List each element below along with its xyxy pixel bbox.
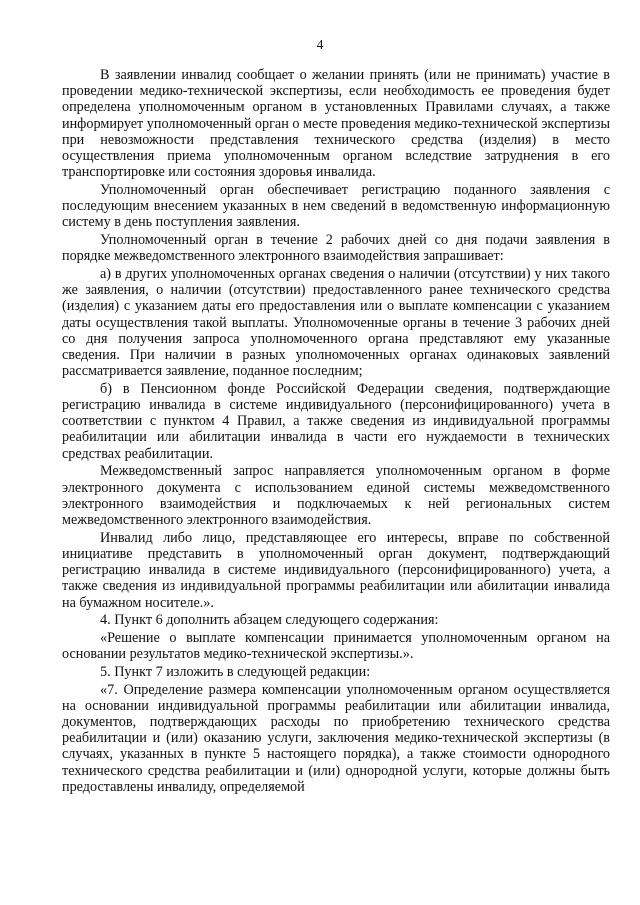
paragraph-compensation-decision: «Решение о выплате компенсации принимается уполномоченным органом на основании результатов медико-технической экспертизы.». [62,629,610,663]
paragraph-point-4: 4. Пункт 6 дополнить абзацем следующего содержания: [100,612,439,629]
paragraph-application-contents: В заявлении инвалид сообщает о желании принять (или не принимать) участие в проведении медико-технической экспертизы, если необходимость ее проведения будет определена уполномоченным органом в установленных Правилами случаях, а также информирует уполномоченный орган о месте проведения медико-технической экспертизы при невозможности представления технического средства (изделия) в место осуществления приема уполномоченным органом вследствие затруднения в его транспортировке или состояния здоровья инвалида. [62,67,610,181]
paragraph-electronic-request: Межведомственный запрос направляется уполномоченным органом в форме электронного документа с использованием единой системы межведомственного электронного взаимодействия и подключаемых к ней региональных систем межведомственного электронного взаимодействия. [62,463,610,528]
paragraph-own-initiative: Инвалид либо лицо, представляющее его интересы, вправе по собственной инициативе представить в уполномоченный орган документ, подтверждающий регистрацию инвалида в системе индивидуального (персонифицированного) учета, а также сведения из индивидуальной программы реабилитации или абилитации инвалида на бумажном носителе.». [62,529,610,611]
paragraph-point-5: 5. Пункт 7 изложить в следующей редакции: [100,663,371,680]
paragraph-interagency-request: Уполномоченный орган в течение 2 рабочих дней со дня подачи заявления в порядке межведомственного электронного взаимодействия запрашивает: [62,232,610,265]
page-number: 4 [316,37,324,52]
document-body [62,67,610,795]
paragraph-item-b: б) в Пенсионном фонде Российской Федерации сведения, подтверждающие регистрацию инвалида в системе индивидуального (персонифицированного) учета в соответствии с пунктом 4 Правил, а также сведения из индивидуальной программы реабилитации или абилитации инвалида в части его нуждаемости в технических средствах реабилитации. [62,380,610,462]
paragraph-registration: Уполномоченный орган обеспечивает регистрацию поданного заявления с последующим внесением указанных в нем сведений в ведомственную информационную систему в день поступления заявления. [62,181,610,231]
paragraph-item-a: а) в других уполномоченных органах сведения о наличии (отсутствии) у них такого же заявления, о наличии (отсутствии) предоставленного ранее технического средства (изделия) с указанием даты его предоставления или о выплате компенсации с указанием даты осуществления такой выплаты. Уполномоченные органы в течение 3 рабочих дней со дня получения запроса уполномоченного органа представляют ему указанные сведения. При наличии в разных уполномоченных органах одинаковых заявлений рассматривается заявление, поданное последним; [62,265,610,380]
paragraph-point-7-text: «7. Определение размера компенсации уполномоченным органом осуществляется на основании индивидуальной программы реабилитации или абилитации инвалида, документов, подтверждающих расходы по приобретению технического средства реабилитации и (или) оказанию услуги, заключения медико-технической экспертизы (в случаях, указанных в пункте 5 настоящего порядка), а также стоимости однородного технического средства реабилитации и (или) однородной услуги, которые должны быть предоставлены инвалиду, определяемой [62,681,610,795]
